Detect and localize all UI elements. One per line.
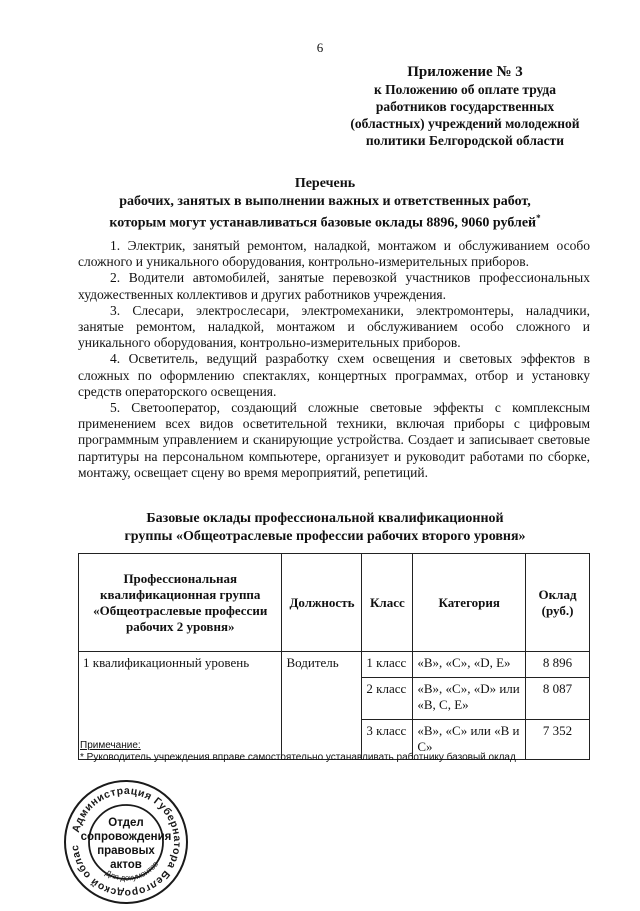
header-group: Профессиональная квалификационная группа «Общеотраслевые профессии рабочих 2 уровня» xyxy=(79,554,282,652)
stamp-outer-text: Администрация Губернатора Белгородской облас xyxy=(69,784,184,900)
appendix-line: работников государственных xyxy=(375,99,555,114)
note xyxy=(80,740,516,764)
cell-category: «В», «С», «D» или «В, С, Е» xyxy=(413,678,526,720)
list-item: 3. Слесари, электрослесари, электромеханики, электромонтеры, наладчики, занятые ремонтом, наладкой, монтажом и обслуживанием особо сложного и уникального оборудования, контрольно-измерительных приборов. xyxy=(78,302,590,351)
cell-position: Водитель xyxy=(282,652,362,760)
page-number: 6 xyxy=(316,40,324,55)
stamp-line: актов xyxy=(110,859,142,871)
list-title-text: которым могут устанавливаться базовые оклады 8896, 9060 рублей xyxy=(109,215,537,231)
table-row xyxy=(79,652,590,678)
header-position: Должность xyxy=(282,554,362,652)
appendix-block xyxy=(340,64,590,149)
stamp-inner-text xyxy=(62,816,190,872)
footnote-mark: * xyxy=(536,213,541,223)
salary-table xyxy=(78,553,590,760)
stamp-line: сопровождения xyxy=(80,831,172,843)
list-title xyxy=(60,175,590,232)
cell-category: «В», «С», «D, Е» xyxy=(413,652,526,678)
table-header-row xyxy=(79,554,590,652)
cell-class: 3 класс xyxy=(362,720,413,760)
appendix-line: политики Белгородской области xyxy=(365,133,565,148)
list-item: 5. Светооператор, создающий сложные световые эффекты с комплексным применением всех видов осветительной техники, включая приборы с цифровым программным управлением и сканирующие устройства. Создает и записывает световые партитуры на персональном компьютере, организует и руководит работами по сборке, монтажу, освещает сцену во время мероприятий, репетиций. xyxy=(78,400,590,480)
note-text: * Руководитель учреждения вправе самостоятельно устанавливать работнику базовый оклад xyxy=(80,752,516,763)
list-title-line: рабочих, занятых в выполнении важных и ответственных работ, xyxy=(119,193,531,209)
cell-class: 2 класс xyxy=(362,678,413,720)
list-title-line: Перечень xyxy=(294,176,356,191)
list-item: 1. Электрик, занятый ремонтом, наладкой, монтажом и обслуживанием особо сложного и уникального оборудования, контрольно-измерительных приборов. xyxy=(78,238,590,270)
table-title-line: Базовые оклады профессиональной квалификационной xyxy=(146,511,504,526)
stamp-bottom-text: Для документов xyxy=(103,859,161,883)
header-class: Класс xyxy=(362,554,413,652)
cell-class: 1 класс xyxy=(362,652,413,678)
appendix-title: Приложение № 3 xyxy=(407,64,523,80)
header-salary: Оклад (руб.) xyxy=(526,554,590,652)
cell-salary: 8 896 xyxy=(526,652,590,678)
cell-salary: 7 352 xyxy=(526,720,590,760)
list-item: 2. Водители автомобилей, занятые перевозкой участников профессиональных художественных коллективов и других работников учреждения. xyxy=(78,270,590,302)
stamp-line: правовых xyxy=(97,845,155,857)
note-label: Примечание: xyxy=(80,740,141,751)
worker-list xyxy=(78,238,590,481)
table-title xyxy=(60,510,590,545)
appendix-line: к Положению об оплате труда xyxy=(373,82,557,97)
official-stamp xyxy=(62,778,190,906)
cell-group: 1 квалификационный уровень xyxy=(79,652,282,760)
header-category: Категория xyxy=(413,554,526,652)
stamp-line: Отдел xyxy=(108,817,144,829)
cell-category: «В», «С» или «В и С» xyxy=(413,720,526,760)
appendix-line: (областных) учреждений молодежной xyxy=(350,116,580,131)
cell-salary: 8 087 xyxy=(526,678,590,720)
list-item: 4. Осветитель, ведущий разработку схем освещения и световых эффектов в сложных по оформлению спектаклях, концертных программах, отбор и установку средств операторского освещения. xyxy=(78,351,590,399)
table-title-line: группы «Общеотраслевые профессии рабочих второго уровня» xyxy=(124,528,526,544)
list-title-line xyxy=(60,210,590,232)
